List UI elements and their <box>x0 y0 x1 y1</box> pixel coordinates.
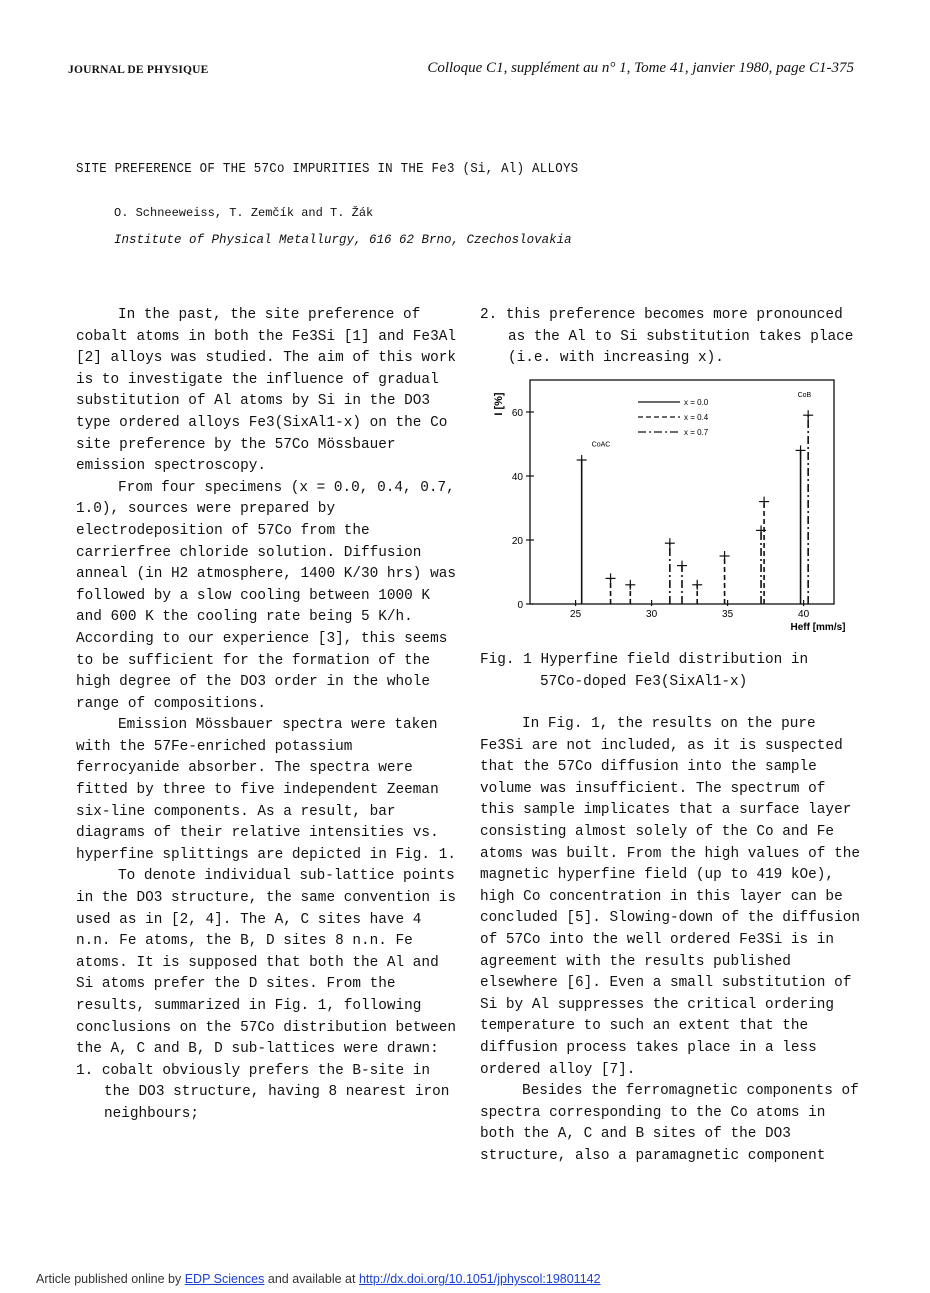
right-column-bottom <box>480 714 860 1167</box>
x-axis-label: Heff [mm/s] <box>790 622 846 633</box>
caption-line-2: 57Co-doped Fe3(SixAl1-x) <box>540 673 748 690</box>
paragraph-spectra: Emission Mössbauer spectra were taken with the 57Fe-enriched potassium ferrocyanide absorber. The spectra were fitted by three to five independent Zeeman six-line components. As a result, bar diagrams of their relative intensities vs. hyperfine splittings are depicted in Fig. 1. <box>76 717 456 863</box>
y-tick-label: 20 <box>511 536 523 547</box>
paragraph-fe3si: In Fig. 1, the results on the pure Fe3Si are not included, as it is suspected that the 57Co diffusion into the sample volume was insufficient. The spectrum of this sample implicates that a surface layer consisting almost solely of the Co and Fe atoms was built. From the high values of the magnetic hyperfine field (up to 419 kOe), high Co concentration in this layer can be concluded [5]. Slowing-down of the diffusion of 57Co into the well ordered Fe3Si is in agreement with the results published elsewhere [6]. Even a small substitution of Si by Al suppresses the critical ordering temperature to such an extent that the diffusion process takes place in a less ordered alloy [7]. <box>480 716 860 1078</box>
y-tick-label: 40 <box>511 472 523 483</box>
x-tick-label: 40 <box>798 609 810 620</box>
footer <box>36 1272 601 1286</box>
left-column <box>76 305 456 1126</box>
paragraph-specimens: From four specimens (x = 0.0, 0.4, 0.7, 1.0), sources were prepared by electrodeposition of 57Co from the carrierfree chloride solution. Diffusion anneal (in H2 atmosphere, 1400 K/30 hrs) was followed by a slow cooling between 1000 K and 600 K the cooling rate being 5 K/h. According to our experience [3], this seems to be sufficient for the formation of the high degree of the DO3 order in the whole range of compositions. <box>76 479 456 712</box>
paragraph-paramagnetic: Besides the ferromagnetic components of spectra corresponding to the Co atoms in both the A, C and B sites of the DO3 structure, also a paramagnetic component <box>480 1083 859 1164</box>
y-axis-label: I [%] <box>493 392 505 416</box>
footer-middle: and available at <box>267 1272 356 1286</box>
x-tick-label: 35 <box>722 609 734 620</box>
conclusion-item-2: 2. this preference becomes more pronounced as the Al to Si substitution takes place (i.e. with increasing x). <box>480 307 854 367</box>
publisher-link[interactable]: EDP Sciences <box>184 1272 265 1286</box>
affiliation: Institute of Physical Metallurgy, 616 62 Brno, Czechoslovakia <box>114 233 572 247</box>
legend-label: x = 0.7 <box>684 428 709 437</box>
journal-name: JOURNAL DE PHYSIQUE <box>68 64 209 76</box>
caption-line-1: Fig. 1 Hyperfine field distribution in <box>480 652 809 668</box>
x-tick-label: 25 <box>570 609 582 620</box>
y-tick-label: 0 <box>517 600 523 611</box>
article-title: SITE PREFERENCE OF THE 57Co IMPURITIES IN THE Fe3 (Si, Al) ALLOYS <box>76 162 579 177</box>
site-label-cob: CoB <box>797 392 812 399</box>
right-column-top <box>480 305 860 370</box>
footer-prefix: Article published online by <box>36 1272 182 1286</box>
doi-link[interactable]: http://dx.doi.org/10.1051/jphyscol:19801142 <box>358 1272 601 1286</box>
chart-svg <box>482 372 850 642</box>
y-tick-label: 60 <box>511 408 523 419</box>
citation-line: Colloque C1, supplément au n° 1, Tome 41, janvier 1980, page C1-375 <box>427 60 854 76</box>
site-label-coac: CoAC <box>591 441 611 449</box>
paragraph-intro: In the past, the site preference of cobalt atoms in both the Fe3Si [1] and Fe3Al [2] alloys was studied. The aim of this work is to investigate the influence of gradual substitution of Al atoms by Si in the DO3 type ordered alloys Fe3(SixAl1-x) on the Co site preference by the 57Co Mössbauer emission spectroscopy. <box>76 307 456 475</box>
figure-caption <box>480 650 808 693</box>
authors: O. Schneeweiss, T. Zemčík and T. Žák <box>114 206 374 220</box>
figure-1-chart <box>482 372 850 642</box>
x-tick-label: 30 <box>646 609 658 620</box>
legend-label: x = 0.0 <box>684 398 709 407</box>
legend-label: x = 0.4 <box>684 413 709 422</box>
conclusion-item-1: 1. cobalt obviously prefers the B-site in the DO3 structure, having 8 nearest iron neighbours; <box>76 1062 450 1122</box>
paragraph-convention: To denote individual sub-lattice points in the DO3 structure, the same convention is used as in [2, 4]. The A, C sites have 4 n.n. Fe atoms, the B, D sites 8 n.n. Fe atoms. It is supposed that both the Al and Si atoms prefer the D sites. From the results, summarized in Fig. 1, following conclusions on the 57Co distribution between the A, C and B, D sub-lattices were drawn: <box>76 868 456 1058</box>
